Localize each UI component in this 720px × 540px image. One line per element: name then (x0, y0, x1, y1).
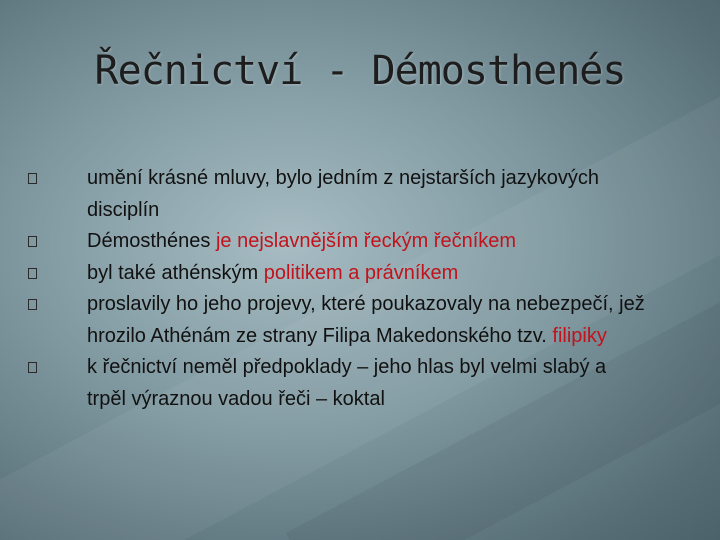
square-bullet-icon (28, 362, 37, 373)
bullet-item-4 (28, 289, 648, 352)
slide-title: Řečnictví - Démosthenés (94, 48, 626, 94)
bullet-text: Démosthénes (87, 230, 216, 252)
bullet-text: proslavily ho jeho projevy, které poukazovaly na nebezpečí, jež hrozilo Athénám ze strany Filipa Makedonského tzv. (87, 293, 645, 347)
highlighted-text: je nejslavnějším řeckým řečníkem (215, 230, 517, 252)
highlighted-text: filipiky (552, 324, 607, 347)
bullet-text: umění krásné mluvy, bylo jedním z nejstarších jazykových disciplín (87, 167, 600, 221)
bullet-list (28, 163, 648, 415)
bullet-text: k řečnictví neměl předpoklady – jeho hlas byl velmi slabý a trpěl výraznou vadou řeči – koktal (87, 356, 607, 410)
bullet-item-2 (28, 226, 648, 258)
bullet-item-1 (28, 163, 648, 226)
square-bullet-icon (28, 299, 37, 310)
highlighted-text: politikem a právníkem (263, 261, 459, 284)
square-bullet-icon (28, 268, 37, 279)
bullet-item-5 (28, 352, 648, 415)
bullet-text: byl také athénským (87, 261, 264, 284)
square-bullet-icon (28, 236, 37, 247)
square-bullet-icon (28, 173, 37, 184)
bullet-item-3 (28, 258, 648, 290)
